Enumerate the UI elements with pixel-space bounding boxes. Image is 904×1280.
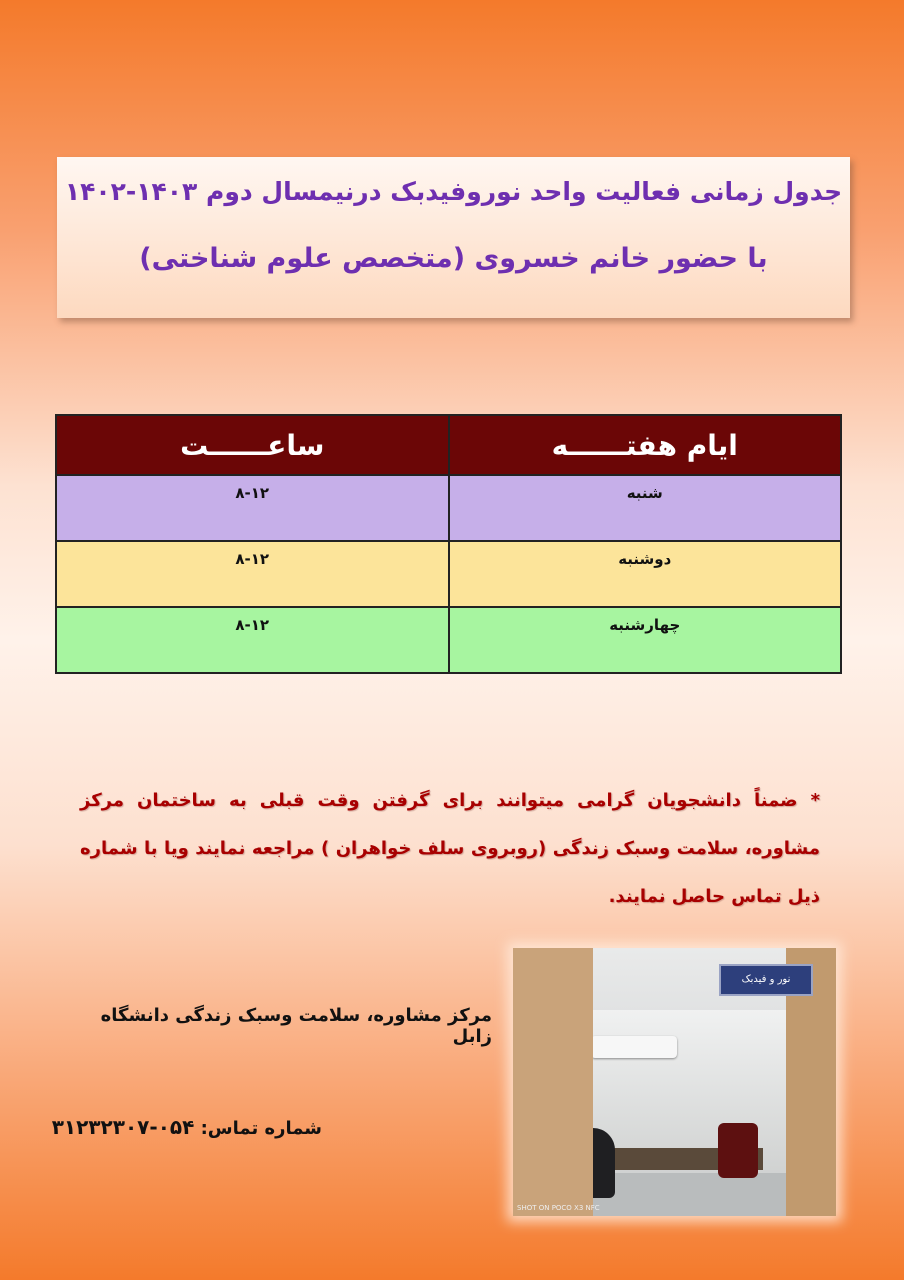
door-sign: نور و فیدبک [719, 964, 813, 996]
appointment-note: * ضمناً دانشجویان گرامی میتوانند برای گرفتن وقت قبلی به ساختمان مرکز مشاوره، سلامت وسبک زندگی (روبروی سلف خواهران ) مراجعه نمایند ویا با شماره ذیل تماس حاصل نمایند. [80, 790, 820, 907]
day-cell: چهارشنبه [449, 607, 842, 673]
day-cell: دوشنبه [449, 541, 842, 607]
hours-cell: ۸-۱۲ [56, 541, 449, 607]
contact-number: ۰۵۴-۳۱۲۳۲۳۰۷ [51, 1115, 195, 1139]
door-frame-left [513, 948, 593, 1216]
title-line-2: با حضور خانم خسروی (متخصص علوم شناختی) [139, 243, 768, 274]
table-header-row [56, 415, 841, 475]
hours-cell: ۸-۱۲ [56, 607, 449, 673]
office-photo [513, 948, 836, 1216]
center-name: مرکز مشاوره، سلامت وسبک زندگی دانشگاه زابل [100, 1005, 492, 1047]
table-row [56, 607, 841, 673]
contact-label: شماره تماس: [200, 1118, 322, 1139]
column-header-hours: ساعــــــت [56, 415, 449, 475]
chair [718, 1123, 758, 1178]
table-row [56, 475, 841, 541]
column-header-day: ایام هفتــــــه [449, 415, 842, 475]
title-line-1: جدول زمانی فعالیت واحد نوروفیدبک درنیمسال دوم ۱۴۰۳-۱۴۰۲ [64, 177, 843, 206]
contact-info [51, 1115, 322, 1139]
air-conditioner [591, 1036, 677, 1058]
day-cell: شنبه [449, 475, 842, 541]
table-row [56, 541, 841, 607]
photo-caption: SHOT ON POCO X3 NFC [517, 1204, 600, 1212]
title-box [57, 157, 850, 318]
schedule-table [55, 414, 842, 674]
hours-cell: ۸-۱۲ [56, 475, 449, 541]
